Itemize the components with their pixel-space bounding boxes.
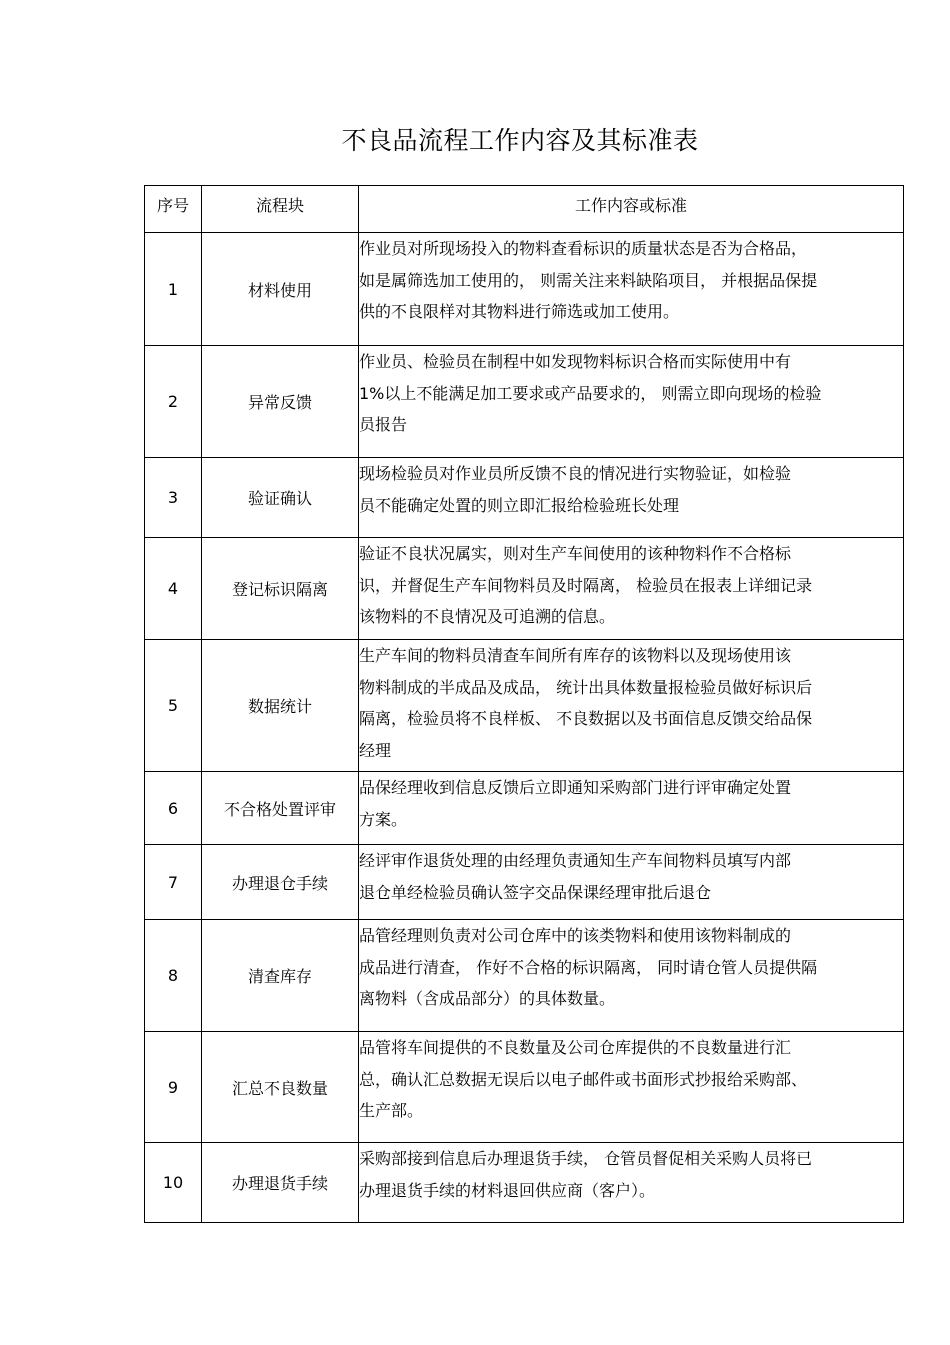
- work-content-text: 作业员对所现场投入的物料查看标识的质量状态是否为合格品， 如是属筛选加工使用的， 则需关注来料缺陷项目， 并根据品保提 供的不良限样对其物料进行筛选或加工使用。: [359, 239, 818, 321]
- work-content-text: 品管经理则负责对公司仓库中的该类物料和使用该物料制成的 成品进行清查， 作好不合格的标识隔离， 同时请仓管人员提供隔 离物料（含成品部分）的具体数量。: [359, 926, 818, 1008]
- standards-table: [144, 185, 904, 1223]
- row-number: 2: [145, 346, 202, 458]
- process-block: 办理退仓手续: [202, 845, 359, 920]
- row-number: 1: [145, 233, 202, 346]
- work-content-text: 品保经理收到信息反馈后立即通知采购部门进行评审确定处置 方案。: [359, 778, 792, 829]
- table-header-row: [145, 186, 904, 233]
- document-title: 不良品流程工作内容及其标准表: [341, 126, 699, 155]
- work-content: [359, 845, 904, 920]
- work-content-text: 生产车间的物料员清查车间所有库存的该物料以及现场使用该 物料制成的半成品及成品， 统计出具体数量报检验员做好标识后 隔离，检验员将不良样板、 不良数据以及书面信息反馈交给品保 经理: [359, 646, 813, 760]
- row-number: 9: [145, 1032, 202, 1143]
- table-row: [145, 346, 904, 458]
- process-block: 异常反馈: [202, 346, 359, 458]
- work-content: [359, 1032, 904, 1143]
- row-number: 4: [145, 538, 202, 640]
- process-block: 办理退货手续: [202, 1143, 359, 1223]
- row-number: 10: [145, 1143, 202, 1223]
- row-number: 6: [145, 772, 202, 845]
- process-block: 验证确认: [202, 458, 359, 538]
- process-block: 汇总不良数量: [202, 1032, 359, 1143]
- work-content: [359, 1143, 904, 1223]
- work-content: [359, 233, 904, 346]
- work-content: [359, 346, 904, 458]
- row-number: 7: [145, 845, 202, 920]
- table-row: [145, 458, 904, 538]
- work-content-text: 现场检验员对作业员所反馈不良的情况进行实物验证，如检验 员不能确定处置的则立即汇报给检验班长处理: [359, 464, 792, 515]
- work-content: [359, 538, 904, 640]
- table-row: [145, 845, 904, 920]
- header-work-content: 工作内容或标准: [359, 186, 904, 233]
- table-row: [145, 1032, 904, 1143]
- table-row: [145, 233, 904, 346]
- work-content: [359, 772, 904, 845]
- process-block: 不合格处置评审: [202, 772, 359, 845]
- process-block: 材料使用: [202, 233, 359, 346]
- header-no: 序号: [145, 186, 202, 233]
- process-block: 清查库存: [202, 920, 359, 1032]
- work-content: [359, 458, 904, 538]
- table-row: [145, 640, 904, 772]
- work-content-text: 品管将车间提供的不良数量及公司仓库提供的不良数量进行汇 总，确认汇总数据无误后以电子邮件或书面形式抄报给采购部、 生产部。: [359, 1038, 808, 1120]
- table-row: [145, 772, 904, 845]
- header-process-block: 流程块: [202, 186, 359, 233]
- work-content-text: 作业员、检验员在制程中如发现物料标识合格而实际使用中有 1%以上不能满足加工要求或产品要求的， 则需立即向现场的检验 员报告: [359, 352, 822, 434]
- process-block: 数据统计: [202, 640, 359, 772]
- work-content: [359, 640, 904, 772]
- process-block: 登记标识隔离: [202, 538, 359, 640]
- table-row: [145, 1143, 904, 1223]
- row-number: 3: [145, 458, 202, 538]
- table-row: [145, 538, 904, 640]
- work-content-text: 经评审作退货处理的由经理负责通知生产车间物料员填写内部 退仓单经检验员确认签字交品保课经理审批后退仓: [359, 851, 792, 902]
- table-row: [145, 920, 904, 1032]
- row-number: 5: [145, 640, 202, 772]
- work-content: [359, 920, 904, 1032]
- row-number: 8: [145, 920, 202, 1032]
- work-content-text: 验证不良状况属实，则对生产车间使用的该种物料作不合格标 识，并督促生产车间物料员及时隔离， 检验员在报表上详细记录 该物料的不良情况及可追溯的信息。: [359, 544, 813, 626]
- work-content-text: 采购部接到信息后办理退货手续， 仓管员督促相关采购人员将已 办理退货手续的材料退回供应商（客户）。: [359, 1149, 813, 1200]
